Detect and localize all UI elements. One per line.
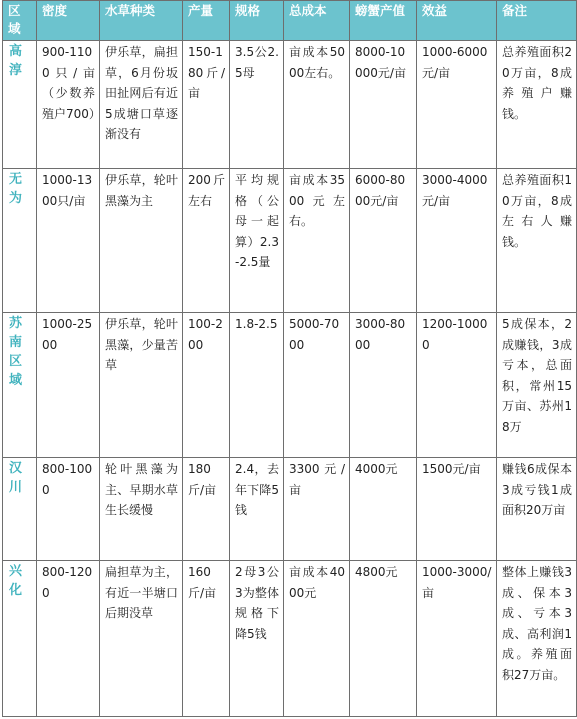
output-cell: 200斤左右 <box>183 169 230 313</box>
output-cell: 160斤/亩 <box>183 561 230 717</box>
table-row <box>3 41 577 169</box>
benefit-cell: 1200-10000 <box>417 313 497 458</box>
table-row <box>3 313 577 458</box>
table-header-row <box>3 1 577 41</box>
region-cell: 无为 <box>3 169 37 313</box>
header-cell-cost: 总成本 <box>284 1 350 41</box>
grass-cell: 伊乐草，扁担草，6月份坂田扯网后有近5成塘口草逐渐没有 <box>100 41 183 169</box>
density-cell: 800-1200 <box>37 561 100 717</box>
header-cell-benefit: 效益 <box>417 1 497 41</box>
density-cell: 1000-1300只/亩 <box>37 169 100 313</box>
density-cell: 900-1100只/亩（少数养殖户700） <box>37 41 100 169</box>
benefit-cell: 1500元/亩 <box>417 458 497 561</box>
header-cell-region: 区域 <box>3 1 37 41</box>
header-cell-grass: 水草种类 <box>100 1 183 41</box>
region-cell: 高淳 <box>3 41 37 169</box>
cost-cell: 亩成本4000元 <box>284 561 350 717</box>
note-cell: 赚钱6成保本3成亏钱1成面积20万亩 <box>497 458 577 561</box>
benefit-cell: 1000-3000/亩 <box>417 561 497 717</box>
note-cell: 5成保本，2成赚钱，3成亏本，总面积，常州15万亩、苏州18万 <box>497 313 577 458</box>
grass-cell: 轮叶黑藻为主、早期水草生长缓慢 <box>100 458 183 561</box>
cost-cell: 3300元/亩 <box>284 458 350 561</box>
output-cell: 150-180斤/亩 <box>183 41 230 169</box>
value-cell: 4800元 <box>350 561 417 717</box>
header-cell-density: 密度 <box>37 1 100 41</box>
spec-cell: 1.8-2.5 <box>230 313 284 458</box>
header-cell-value: 螃蟹产值 <box>350 1 417 41</box>
table-container <box>2 0 577 717</box>
output-cell: 100-200 <box>183 313 230 458</box>
value-cell: 8000-10000元/亩 <box>350 41 417 169</box>
grass-cell: 扁担草为主，有近一半塘口后期没草 <box>100 561 183 717</box>
note-cell: 整体上赚钱3成、保本3成、亏本3成、高利润1成。养殖面积27万亩。 <box>497 561 577 717</box>
header-cell-note: 备注 <box>497 1 577 41</box>
benefit-cell: 1000-6000元/亩 <box>417 41 497 169</box>
cost-cell: 亩成本5000左右。 <box>284 41 350 169</box>
table-row <box>3 169 577 313</box>
grass-cell: 伊乐草，轮叶黑藻为主 <box>100 169 183 313</box>
region-cell: 汉川 <box>3 458 37 561</box>
cost-cell: 5000-7000 <box>284 313 350 458</box>
density-cell: 1000-2500 <box>37 313 100 458</box>
table-row <box>3 458 577 561</box>
region-cell: 苏南区域 <box>3 313 37 458</box>
crab-farming-comparison-table <box>2 0 577 717</box>
header-cell-output: 产量 <box>183 1 230 41</box>
value-cell: 4000元 <box>350 458 417 561</box>
region-cell: 兴化 <box>3 561 37 717</box>
note-cell: 总养殖面积10万亩，8成左右人赚钱。 <box>497 169 577 313</box>
value-cell: 3000-8000 <box>350 313 417 458</box>
header-cell-spec: 规格 <box>230 1 284 41</box>
table-row <box>3 561 577 717</box>
spec-cell: 3.5公2.5母 <box>230 41 284 169</box>
spec-cell: 2母3公3为整体规格下降5钱 <box>230 561 284 717</box>
note-cell: 总养殖面积20万亩，8成养殖户赚钱。 <box>497 41 577 169</box>
value-cell: 6000-8000元/亩 <box>350 169 417 313</box>
grass-cell: 伊乐草，轮叶黑藻，少量苦草 <box>100 313 183 458</box>
output-cell: 180斤/亩 <box>183 458 230 561</box>
spec-cell: 2.4，去年下降5钱 <box>230 458 284 561</box>
spec-cell: 平均规格（公母一起算）2.3-2.5量 <box>230 169 284 313</box>
density-cell: 800-1000 <box>37 458 100 561</box>
cost-cell: 亩成本3500元左右。 <box>284 169 350 313</box>
benefit-cell: 3000-4000元/亩 <box>417 169 497 313</box>
